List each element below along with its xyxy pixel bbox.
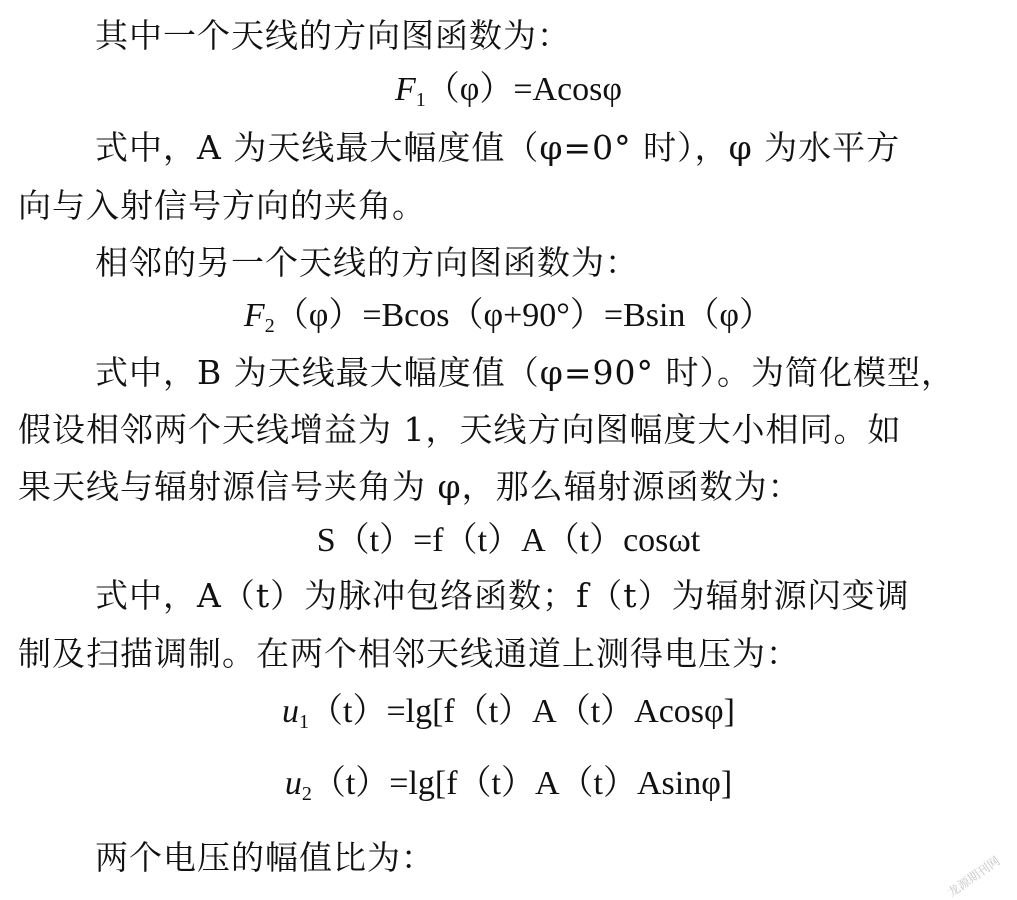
formula-f4-subscript: 1	[299, 711, 309, 733]
paragraph-explanation-b-line2: 假设相邻两个天线增益为 1，天线方向图幅度大小相同。如	[18, 410, 902, 449]
formula-f2-symbol: F	[243, 297, 265, 334]
formula-f5-symbol: u	[284, 765, 302, 802]
formula-f4-symbol: u	[282, 693, 299, 730]
paragraph-amplitude-ratio: 两个电压的幅值比为：	[95, 838, 435, 877]
formula-f3: S（t）=f（t）A（t）cosωt	[316, 522, 701, 559]
formula-f2-expression: （φ）=Bcos（φ+90°）=Bsin（φ）	[274, 297, 774, 334]
paragraph-explanation-c-line1: 式中，A（t）为脉冲包络函数；f（t）为辐射源闪变调	[95, 576, 910, 615]
formula-f1-expression: （φ）=Acosφ	[425, 71, 623, 108]
paragraph-explanation-b-line3: 果天线与辐射源信号夹角为 φ，那么辐射源函数为：	[18, 467, 802, 506]
paragraph-explanation-c-line2: 制及扫描调制。在两个相邻天线通道上测得电压为：	[18, 634, 800, 673]
watermark: 龙源期刊网	[945, 853, 1003, 900]
formula-f2	[0, 290, 1017, 342]
formula-f4	[0, 686, 1017, 738]
formula-f4-expression: （t）=lg[f（t）A（t）Acosφ]	[309, 693, 735, 730]
formula-f5-expression: （t）=lg[f（t）A（t）Asinφ]	[311, 765, 733, 802]
paragraph-explanation-a-line1: 式中，A 为天线最大幅度值（φ=0° 时），φ 为水平方	[95, 128, 901, 167]
formula-f5-subscript: 2	[301, 783, 312, 805]
formula-f1-subscript: 1	[415, 89, 426, 111]
formula-f1-symbol: F	[394, 71, 416, 108]
paragraph-explanation-a-line2: 向与入射信号方向的夹角。	[18, 186, 426, 225]
paragraph-explanation-b-line1: 式中，B 为天线最大幅度值（φ=90° 时）。为简化模型，	[95, 353, 955, 392]
formula-f2-subscript: 2	[264, 315, 275, 337]
paragraph-intro-antenna-1: 其中一个天线的方向图函数为：	[95, 16, 571, 55]
formula-f5	[0, 758, 1017, 810]
formula-f1	[0, 64, 1017, 116]
paragraph-intro-antenna-2: 相邻的另一个天线的方向图函数为：	[95, 243, 639, 282]
